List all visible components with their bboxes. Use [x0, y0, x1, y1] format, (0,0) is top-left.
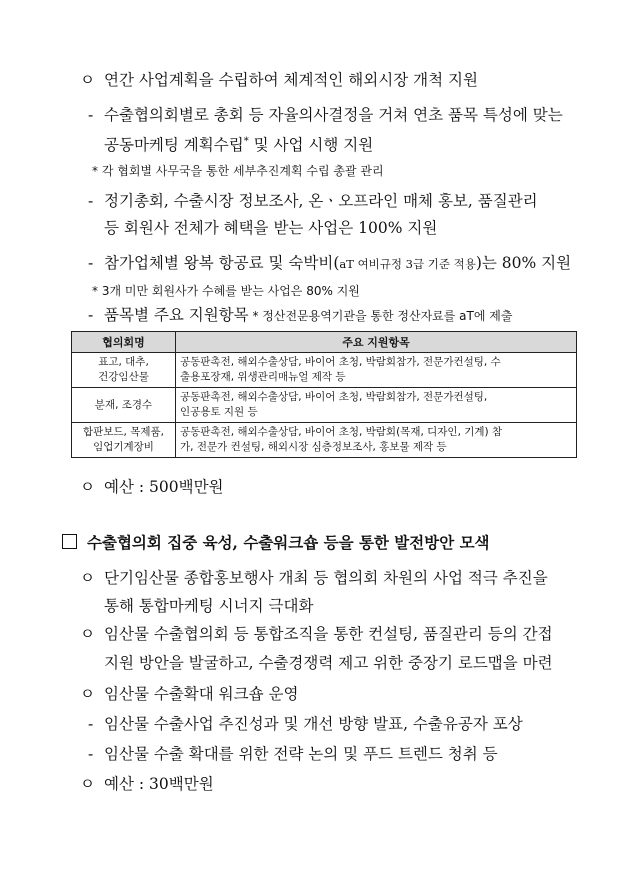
- table-header-row: [72, 332, 577, 353]
- square-bullet-icon: [62, 534, 77, 549]
- bullet-consulting-cont: 지원 방안을 발굴하고, 수출경쟁력 제고 위한 중장기 로드맵을 마련: [104, 654, 553, 672]
- bullet-promotion-cont: 통해 통합마케팅 시너지 극대화: [104, 597, 314, 615]
- table-row: [72, 353, 577, 388]
- note-secretariat: * 각 협회별 사무국을 통한 세부추진계획 수립 총괄 관리: [92, 164, 384, 178]
- circle-bullet: ㅇ: [80, 71, 95, 89]
- table-cell-council: 합판보드, 목제품, 임업기계장비: [72, 423, 176, 458]
- dash-item-general-meeting: - 정기총회, 수출시장 정보조사, 온ㆍ오프라인 매체 홍보, 품질관리: [88, 192, 538, 210]
- circle-bullet: ㅇ: [80, 569, 95, 587]
- dash-item-strategy: - 임산물 수출 확대를 위한 전략 논의 및 푸드 트렌드 청취 등: [88, 745, 498, 763]
- dash-item-results: - 임산물 수출사업 추진성과 및 개선 방향 발표, 수출유공자 포상: [88, 715, 523, 733]
- circle-bullet: ㅇ: [80, 685, 95, 703]
- section-title: 수출협의회 집중 육성, 수출워크숍 등을 통한 발전방안 모색: [62, 533, 490, 553]
- table-cell-council: 분재, 조경수: [72, 388, 176, 423]
- dash-bullet: -: [88, 254, 94, 272]
- table-header-items: 주요 지원항목: [176, 332, 577, 353]
- table-cell-council: 표고, 대추, 건강임산물: [72, 353, 176, 388]
- bullet-annual-plan: ㅇ 연간 사업계획을 수립하여 체계적인 해외시장 개척 지원: [80, 71, 478, 89]
- table-header-council: 협의회명: [72, 332, 176, 353]
- table-cell-items: 공동판촉전, 해외수출상담, 바이어 초청, 박람회(목재, 디자인, 기계) 참 가, 전문가 컨설팅, 해외시장 심층정보조사, 홍보물 제작 등: [176, 423, 577, 458]
- budget-line-1: ㅇ 예산 : 500백만원: [80, 478, 224, 496]
- bullet-workshop: ㅇ 임산물 수출확대 워크숍 운영: [80, 685, 299, 703]
- dash-item-support-items: - 품목별 주요 지원항목 * 정산전문용역기관을 통한 정산자료를 aT에 제출: [88, 306, 513, 324]
- budget-line-2: ㅇ 예산 : 30백만원: [80, 775, 214, 793]
- dash-item-consensus: - 수출협의회별로 총회 등 자율의사결정을 거쳐 연초 품목 특성에 맞는: [88, 106, 563, 124]
- dash-bullet: -: [88, 192, 94, 210]
- dash-item-consensus-cont: 공동마케팅 계획수립* 및 사업 시행 지원: [104, 136, 374, 155]
- note-under-three: * 3개 미만 회원사가 수혜를 받는 사업은 80% 지원: [92, 284, 360, 298]
- dash-item-airfare: - 참가업체별 왕복 항공료 및 숙박비(aT 여비규정 3급 기준 적용)는 80% 지원: [88, 254, 572, 272]
- table-cell-items: 공동판촉전, 해외수출상담, 바이어 초청, 박람회참가, 전문가컨설팅, 수 출용포장재, 위생관리매뉴얼 제작 등: [176, 353, 577, 388]
- dash-bullet: -: [88, 306, 94, 324]
- dash-bullet: -: [88, 106, 94, 124]
- circle-bullet: ㅇ: [80, 625, 95, 643]
- circle-bullet: ㅇ: [80, 478, 95, 496]
- table-row: [72, 423, 577, 458]
- dash-bullet: -: [88, 715, 94, 733]
- support-items-table: [71, 331, 577, 458]
- dash-bullet: -: [88, 745, 94, 763]
- bullet-promotion: ㅇ 단기임산물 종합홍보행사 개최 등 협의회 차원의 사업 적극 추진을: [80, 569, 548, 587]
- table-cell-items: 공동판촉전, 해외수출상담, 바이어 초청, 박람회참가, 전문가컨설팅, 인공용토 지원 등: [176, 388, 577, 423]
- table-row: [72, 388, 577, 423]
- dash-item-general-meeting-cont: 등 회원사 전체가 혜택을 받는 사업은 100% 지원: [104, 219, 438, 237]
- bullet-consulting: ㅇ 임산물 수출협의회 등 통합조직을 통한 컨설팅, 품질관리 등의 간접: [80, 625, 553, 643]
- circle-bullet: ㅇ: [80, 775, 95, 793]
